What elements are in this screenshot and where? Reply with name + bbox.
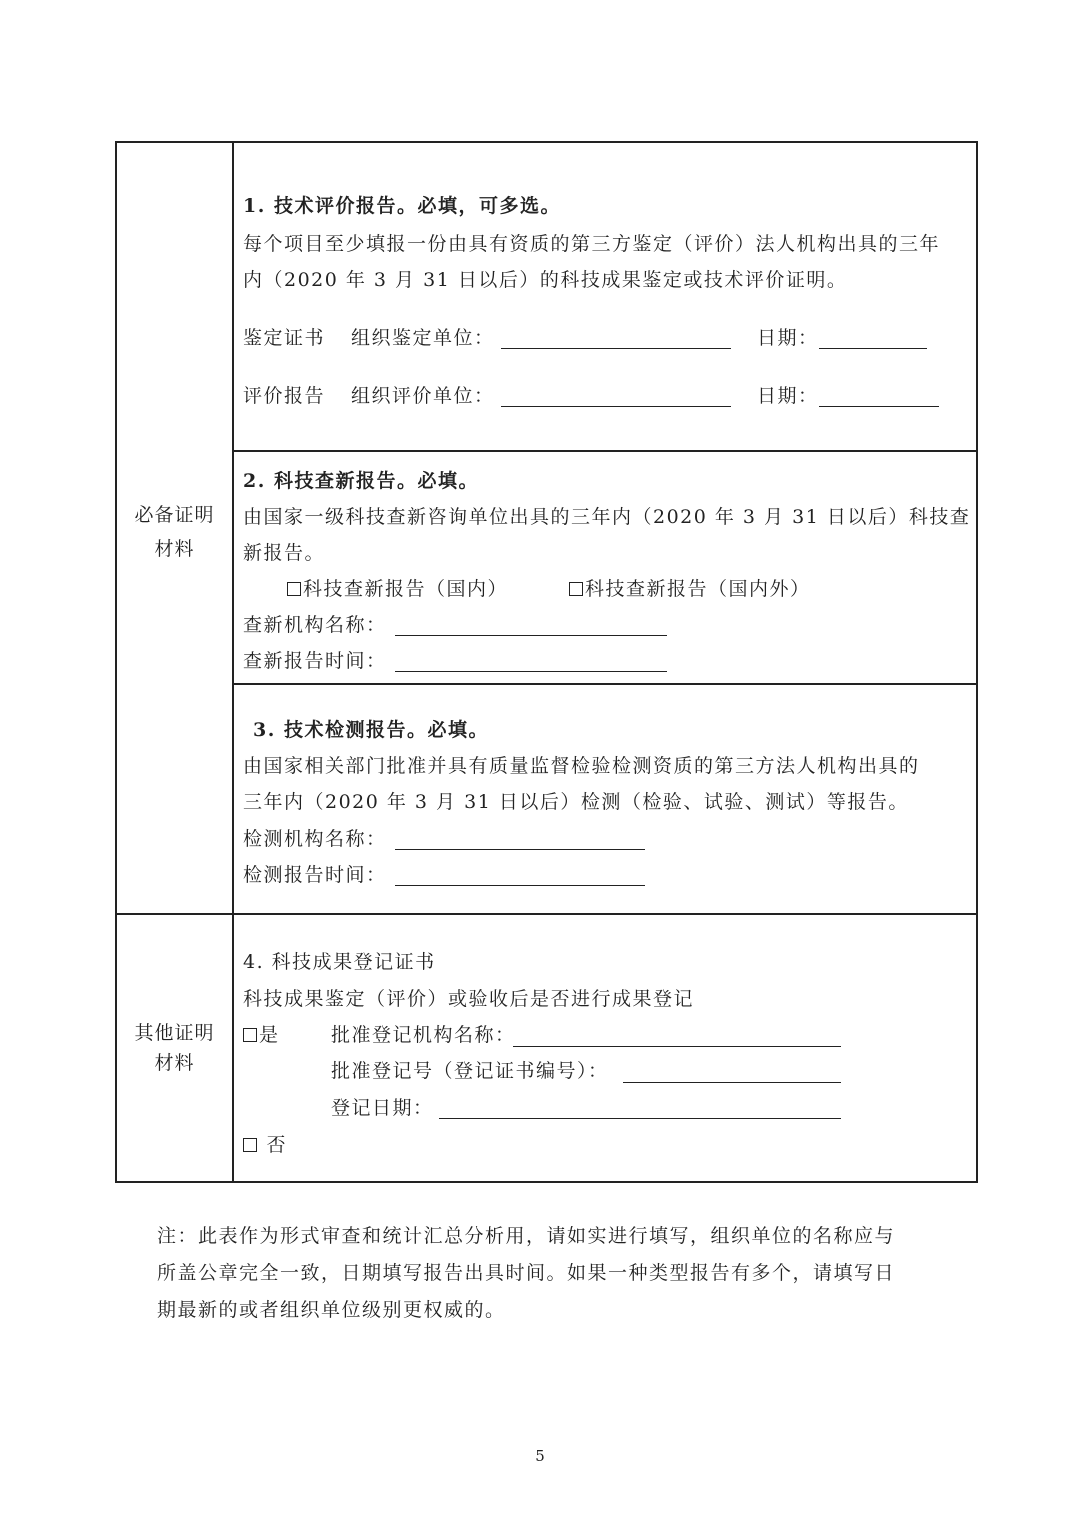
section4-title: 4. 科技成果登记证书: [243, 951, 436, 973]
eval-org-field[interactable]: [501, 406, 731, 407]
other-materials-label: [117, 1018, 232, 1078]
cert-org-field[interactable]: [501, 348, 731, 349]
reg-date-label: 登记日期：: [331, 1097, 434, 1119]
reg-no-label: 批准登记号（登记证书编号）：: [331, 1060, 609, 1082]
test-time-label: 检测报告时间：: [243, 864, 387, 886]
cert-org-label: 组织鉴定单位：: [351, 327, 495, 349]
column-divider: [232, 143, 234, 1181]
other-label-line2: 材料: [154, 1052, 195, 1074]
section4-question: 科技成果鉴定（评价）或验收后是否进行成果登记: [243, 988, 695, 1010]
eval-date-label: 日期：: [757, 385, 819, 407]
section1-title: 1. 技术评价报告。必填，可多选。: [243, 195, 561, 217]
cert-label: 鉴定证书: [243, 327, 326, 349]
row-divider-2: [232, 683, 978, 685]
checkbox-international[interactable]: [569, 582, 583, 596]
row-divider-1: [232, 450, 978, 452]
option-domestic-label: 科技查新报告（国内）: [303, 578, 509, 600]
required-label-line1: 必备证明: [134, 504, 215, 526]
test-org-label: 检测机构名称：: [243, 828, 387, 850]
option-yes[interactable]: [243, 1020, 280, 1050]
novelty-time-field[interactable]: [395, 671, 667, 672]
option-domestic[interactable]: [287, 574, 508, 604]
materials-form-table: [115, 141, 978, 1183]
footnote-line3: 期最新的或者组织单位级别更权威的。: [157, 1299, 506, 1321]
section1-desc-line2: 内（2020 年 3 月 31 日以后）的科技成果鉴定或技术评价证明。: [243, 269, 848, 291]
eval-date-field[interactable]: [819, 406, 939, 407]
approve-org-field[interactable]: [513, 1046, 841, 1047]
section3-title: 3. 技术检测报告。必填。: [253, 719, 489, 741]
novelty-org-field[interactable]: [395, 635, 667, 636]
test-org-field[interactable]: [395, 849, 645, 850]
cert-date-field[interactable]: [819, 348, 927, 349]
required-label-line2: 材料: [154, 538, 195, 560]
option-no[interactable]: [243, 1130, 287, 1160]
page-number: 5: [535, 1447, 545, 1465]
section2-desc-line1: 由国家一级科技查新咨询单位出具的三年内（2020 年 3 月 31 日以后）科技查: [243, 506, 971, 528]
cert-date-label: 日期：: [757, 327, 819, 349]
novelty-org-label: 查新机构名称：: [243, 614, 387, 636]
checkbox-domestic[interactable]: [287, 582, 301, 596]
section3-desc-line1: 由国家相关部门批准并具有质量监督检验检测资质的第三方法人机构出具的: [243, 755, 920, 777]
footnote-line1: 注：此表作为形式审查和统计汇总分析用，请如实进行填写，组织单位的名称应与: [157, 1225, 896, 1247]
other-label-line1: 其他证明: [134, 1022, 215, 1044]
option-international[interactable]: [569, 574, 811, 604]
checkbox-yes[interactable]: [243, 1028, 257, 1042]
reg-no-field[interactable]: [623, 1082, 841, 1083]
eval-label: 评价报告: [243, 385, 326, 407]
section2-desc-line2: 新报告。: [243, 542, 326, 564]
footnote-line2: 所盖公章完全一致，日期填写报告出具时间。如果一种类型报告有多个，请填写日: [157, 1262, 896, 1284]
reg-date-field[interactable]: [439, 1118, 841, 1119]
footnote: [157, 1218, 947, 1329]
novelty-time-label: 查新报告时间：: [243, 650, 387, 672]
section2-title: 2. 科技查新报告。必填。: [243, 470, 479, 492]
required-materials-label: [117, 498, 232, 566]
checkbox-no[interactable]: [243, 1138, 257, 1152]
row-divider-3: [117, 913, 978, 915]
approve-org-label: 批准登记机构名称：: [331, 1024, 516, 1046]
eval-org-label: 组织评价单位：: [351, 385, 495, 407]
option-no-label: 否: [259, 1134, 288, 1156]
section1-desc-line1: 每个项目至少填报一份由具有资质的第三方鉴定（评价）法人机构出具的三年: [243, 233, 941, 255]
option-yes-label: 是: [259, 1024, 280, 1046]
option-international-label: 科技查新报告（国内外）: [585, 578, 811, 600]
section3-desc-line2: 三年内（2020 年 3 月 31 日以后）检测（检验、试验、测试）等报告。: [243, 791, 909, 813]
test-time-field[interactable]: [395, 885, 645, 886]
